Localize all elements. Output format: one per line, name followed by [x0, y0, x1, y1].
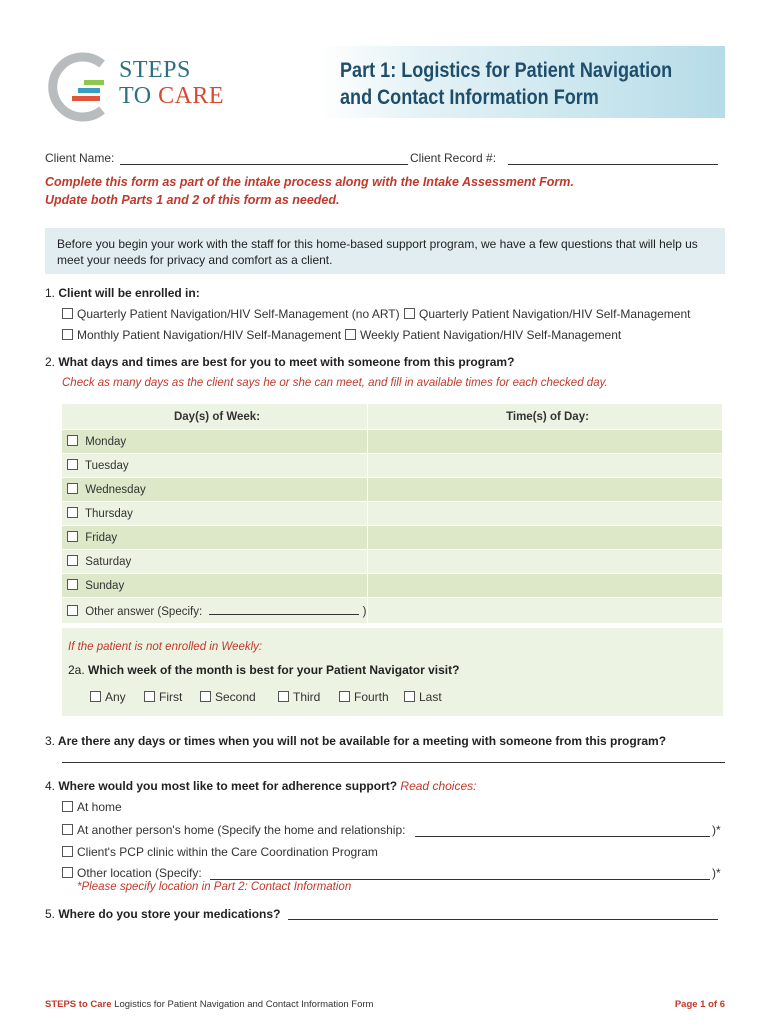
- q2-heading: [45, 355, 514, 369]
- page-title: [340, 57, 718, 111]
- checkbox[interactable]: [339, 691, 350, 702]
- q4-option-label: Client's PCP clinic within the Care Coordination Program: [77, 845, 378, 859]
- time-cell[interactable]: [368, 502, 723, 526]
- q1-option-label: Weekly Patient Navigation/HIV Self-Management: [360, 328, 622, 342]
- checkbox[interactable]: [67, 531, 78, 542]
- q2a-condition: If the patient is not enrolled in Weekly:: [68, 641, 263, 653]
- q4-read-choices: Read choices:: [400, 779, 477, 793]
- q4-other-location-field[interactable]: [210, 879, 710, 880]
- table-row: [62, 574, 723, 598]
- q2-number: 2.: [45, 355, 56, 369]
- footer-title: Logistics for Patient Navigation and Contact Information Form: [114, 999, 374, 1010]
- q4-option-label: At another person's home (Specify the home and relationship:: [77, 823, 406, 837]
- day-cell[interactable]: [62, 454, 368, 478]
- q2a-option-label: Second: [215, 690, 256, 704]
- q4-other-home-close: )*: [712, 823, 721, 837]
- checkbox[interactable]: [404, 308, 415, 319]
- notice-panel: [45, 228, 725, 274]
- q1-option-label: Quarterly Patient Navigation/HIV Self-Management (no ART): [77, 307, 400, 321]
- q2a-option-label: First: [159, 690, 183, 704]
- checkbox[interactable]: [144, 691, 155, 702]
- q1-option-monthly[interactable]: [62, 328, 341, 342]
- checkbox[interactable]: [62, 801, 73, 812]
- notice-text: Before you begin your work with the staff for this home-based support program, we have a few questions that will help us meet your needs for privacy and comfort as a client.: [57, 237, 698, 267]
- day-label: Monday: [85, 436, 127, 448]
- time-cell[interactable]: [368, 478, 723, 502]
- other-cell[interactable]: [62, 598, 368, 624]
- q4-other-location-close: )*: [712, 866, 721, 880]
- col-times-header: Time(s) of Day:: [368, 404, 723, 430]
- q4-heading: [45, 779, 476, 793]
- time-cell[interactable]: [368, 574, 723, 598]
- checkbox[interactable]: [67, 605, 78, 616]
- time-cell[interactable]: [368, 550, 723, 574]
- table-row: [62, 598, 723, 624]
- q2a-number: 2a.: [68, 663, 85, 677]
- q1-option-label: Quarterly Patient Navigation/HIV Self-Management: [419, 307, 691, 321]
- footer-brand: STEPS to Care: [45, 999, 112, 1010]
- checkbox[interactable]: [62, 824, 73, 835]
- page-title-line1: Part 1: Logistics for Patient Navigation: [340, 59, 673, 82]
- q4-option-label: At home: [77, 800, 122, 814]
- checkbox[interactable]: [67, 483, 78, 494]
- other-specify-field[interactable]: [209, 604, 359, 615]
- q2a-option-last[interactable]: [404, 690, 442, 704]
- q2a-option-label: Last: [419, 690, 442, 704]
- instructions-line2: Update both Parts 1 and 2 of this form as needed.: [45, 193, 340, 207]
- time-cell[interactable]: [368, 430, 723, 454]
- day-cell[interactable]: [62, 550, 368, 574]
- q1-number: 1.: [45, 286, 56, 300]
- checkbox[interactable]: [67, 579, 78, 590]
- table-row: [62, 550, 723, 574]
- day-label: Thursday: [85, 508, 133, 520]
- day-cell[interactable]: [62, 526, 368, 550]
- col-days-header: Day(s) of Week:: [62, 404, 368, 430]
- q2a-option-label: Any: [105, 690, 126, 704]
- q4-number: 4.: [45, 779, 56, 793]
- checkbox[interactable]: [67, 459, 78, 470]
- day-label: Sunday: [85, 580, 125, 592]
- checkbox[interactable]: [67, 555, 78, 566]
- q1-option-weekly[interactable]: [345, 328, 621, 342]
- q5-heading: [45, 907, 280, 921]
- table-row: [62, 502, 723, 526]
- footer: [45, 999, 725, 1010]
- q2-hint: Check as many days as the client says he or she can meet, and fill in available times for each checked day.: [62, 377, 608, 389]
- title-banner: [320, 46, 725, 118]
- day-cell[interactable]: [62, 430, 368, 454]
- time-cell[interactable]: [368, 598, 723, 624]
- q4-note: *Please specify location in Part 2: Contact Information: [77, 881, 352, 893]
- day-cell[interactable]: [62, 478, 368, 502]
- table-row: [62, 526, 723, 550]
- q2a-option-third[interactable]: [278, 690, 320, 704]
- instructions-line1: Complete this form as part of the intake process along with the Intake Assessment Form.: [45, 175, 574, 189]
- q4-other-home-field[interactable]: [415, 836, 710, 837]
- logo-text-steps: STEPS: [119, 57, 191, 83]
- q2a-option-label: Fourth: [354, 690, 389, 704]
- other-close: ): [362, 605, 367, 618]
- day-cell[interactable]: [62, 574, 368, 598]
- q2a-heading: [68, 663, 459, 677]
- q4-text: Where would you most like to meet for adherence support?: [58, 779, 398, 793]
- logo-text-to: TO: [119, 83, 152, 109]
- steps-to-care-logo: [44, 52, 254, 122]
- q4-option-other-location[interactable]: [62, 866, 202, 880]
- q3-number: 3.: [45, 734, 56, 748]
- q4-option-other-home[interactable]: [62, 823, 405, 837]
- checkbox[interactable]: [404, 691, 415, 702]
- instructions: [45, 173, 685, 209]
- checkbox[interactable]: [200, 691, 211, 702]
- logo-text-care: CARE: [158, 83, 225, 109]
- page-title-line2: and Contact Information Form: [340, 86, 599, 109]
- client-record-field[interactable]: [508, 150, 718, 165]
- q2a-option-fourth[interactable]: [339, 690, 389, 704]
- q2a-option-label: Third: [293, 690, 321, 704]
- checkbox[interactable]: [278, 691, 289, 702]
- q1-option-quarterly-no-art[interactable]: [62, 307, 400, 321]
- checkbox[interactable]: [62, 867, 73, 878]
- checkbox[interactable]: [62, 846, 73, 857]
- q1-text: Client will be enrolled in:: [58, 286, 200, 300]
- q3-text: Are there any days or times when you will not be available for a meeting with someone from this program?: [57, 734, 667, 748]
- q4-option-pcp[interactable]: [62, 845, 378, 859]
- table-row: [62, 478, 723, 502]
- q1-option-quarterly[interactable]: [404, 307, 690, 321]
- table-row: [62, 454, 723, 478]
- checkbox[interactable]: [62, 308, 73, 319]
- client-name-label: Client Name:: [45, 151, 115, 165]
- q3-answer-line[interactable]: [62, 762, 725, 763]
- table-row: [62, 430, 723, 454]
- q5-answer-field[interactable]: [288, 919, 718, 920]
- days-times-table: [62, 404, 723, 624]
- checkbox[interactable]: [67, 435, 78, 446]
- other-label: Other answer (Specify:: [85, 605, 203, 618]
- page-number: Page 1 of 6: [674, 999, 725, 1010]
- q2a-option-second[interactable]: [200, 690, 256, 704]
- q4-option-home[interactable]: [62, 800, 122, 814]
- table-header-row: [62, 404, 723, 430]
- q1-option-label: Monthly Patient Navigation/HIV Self-Management: [77, 328, 342, 342]
- logo-mark-icon: [44, 52, 116, 122]
- q2a-panel: [62, 628, 723, 716]
- q2a-option-first[interactable]: [144, 690, 182, 704]
- q3-heading: [45, 734, 666, 748]
- day-label: Tuesday: [85, 460, 129, 472]
- q4-option-label: Other location (Specify:: [77, 866, 202, 880]
- day-label: Friday: [85, 532, 118, 544]
- q2a-option-any[interactable]: [90, 690, 126, 704]
- q5-number: 5.: [45, 907, 56, 921]
- q2a-text: Which week of the month is best for your Patient Navigator visit?: [88, 663, 460, 677]
- q2-text: What days and times are best for you to meet with someone from this program?: [58, 355, 515, 369]
- logo-text-to-care: [119, 83, 224, 110]
- day-cell[interactable]: [62, 502, 368, 526]
- day-label: Saturday: [85, 556, 132, 568]
- checkbox[interactable]: [62, 329, 73, 340]
- client-record-label: Client Record #:: [410, 151, 497, 165]
- time-cell[interactable]: [368, 454, 723, 478]
- checkbox[interactable]: [90, 691, 101, 702]
- client-name-field[interactable]: [120, 150, 408, 165]
- q1-heading: [45, 286, 200, 300]
- checkbox[interactable]: [345, 329, 356, 340]
- q5-text: Where do you store your medications?: [58, 907, 281, 921]
- time-cell[interactable]: [368, 526, 723, 550]
- checkbox[interactable]: [67, 507, 78, 518]
- day-label: Wednesday: [85, 484, 146, 496]
